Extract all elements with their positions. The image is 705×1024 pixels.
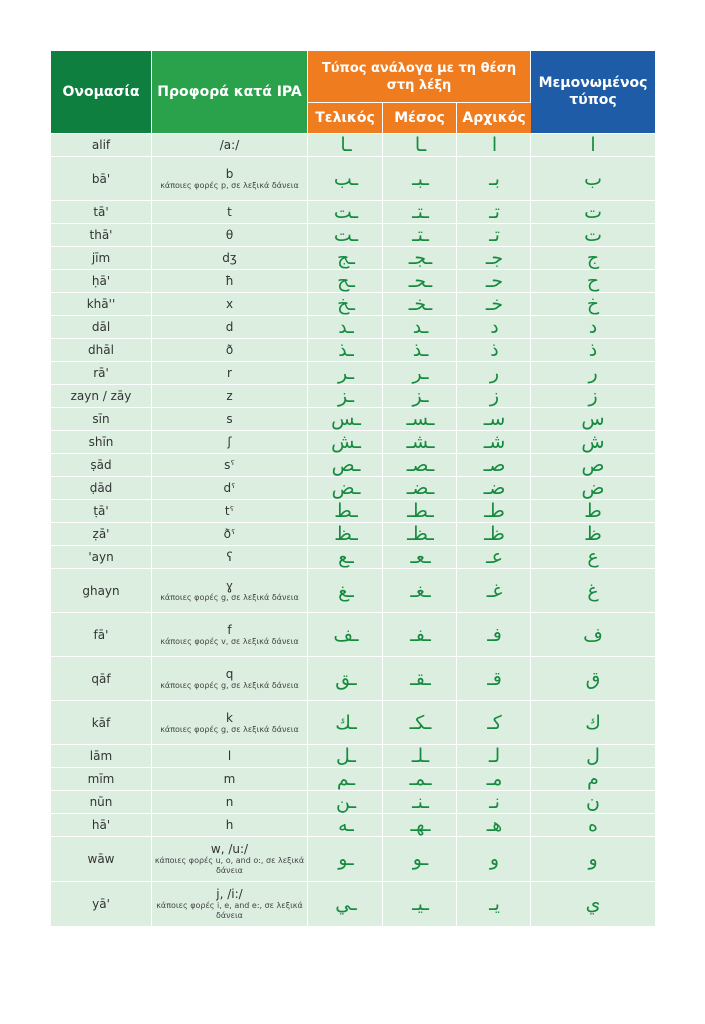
ipa-note: κάποιες φορές g, σε λεξικά δάνεια (160, 680, 299, 690)
letter-form-final: ـص (308, 454, 383, 477)
letter-form-medial: ـهـ (383, 814, 457, 837)
ipa-cell (152, 454, 308, 477)
letter-form-isolated: ض (531, 477, 655, 500)
letter-form-isolated: ب (531, 157, 655, 201)
ipa-cell (152, 745, 308, 768)
letter-form-isolated: س (531, 408, 655, 431)
letter-form-final: ـع (308, 546, 383, 569)
header-ipa: Προφορά κατά IPA (152, 51, 308, 134)
letter-form-isolated: ه (531, 814, 655, 837)
letter-form-initial: طـ (457, 500, 531, 523)
letter-form-medial: ـظـ (383, 523, 457, 546)
ipa-cell (152, 385, 308, 408)
table-row (51, 477, 655, 500)
ipa-value: /a:/ (219, 138, 240, 152)
table-row (51, 768, 655, 791)
letter-form-initial: تـ (457, 201, 531, 224)
table-row (51, 523, 655, 546)
ipa-value: ʃ (227, 435, 232, 449)
ipa-note: κάποιες φορές p, σε λεξικά δάνεια (160, 180, 299, 190)
table-row (51, 134, 655, 157)
letter-form-initial: هـ (457, 814, 531, 837)
letter-name: 'ayn (51, 546, 152, 569)
letter-form-medial: ـمـ (383, 768, 457, 791)
letter-form-isolated: ظ (531, 523, 655, 546)
ipa-cell (152, 408, 308, 431)
letter-form-initial: سـ (457, 408, 531, 431)
letter-form-initial: بـ (457, 157, 531, 201)
ipa-value: f (227, 622, 232, 637)
ipa-cell (152, 814, 308, 837)
header-medial: Μέσος (383, 103, 457, 134)
letter-form-initial: يـ (457, 882, 531, 927)
ipa-cell (152, 882, 308, 927)
ipa-cell (152, 569, 308, 613)
ipa-value: ɣ (225, 578, 234, 593)
table-row (51, 745, 655, 768)
letter-name: zayn / zāy (51, 385, 152, 408)
letter-form-final: ـط (308, 500, 383, 523)
letter-form-initial: قـ (457, 657, 531, 701)
letter-form-medial: ـيـ (383, 882, 457, 927)
letter-form-medial: ـسـ (383, 408, 457, 431)
letter-form-medial: ـغـ (383, 569, 457, 613)
ipa-cell (152, 701, 308, 745)
letter-form-final: ـف (308, 613, 383, 657)
header-isolated: Μεμονωμένος τύπος (531, 51, 655, 134)
ipa-value: tˤ (224, 504, 235, 518)
letter-form-initial: ز (457, 385, 531, 408)
ipa-value: dʒ (222, 251, 237, 265)
table-row (51, 882, 655, 927)
letter-form-isolated: ش (531, 431, 655, 454)
ipa-note: κάποιες φορές g, σε λεξικά δάνεια (160, 724, 299, 734)
letter-name: shīn (51, 431, 152, 454)
table-row (51, 224, 655, 247)
letter-form-final: ـت (308, 201, 383, 224)
ipa-value: sˤ (224, 458, 235, 472)
letter-form-medial: ـقـ (383, 657, 457, 701)
table-row (51, 701, 655, 745)
letter-form-final: ـض (308, 477, 383, 500)
table-row (51, 293, 655, 316)
table-row (51, 657, 655, 701)
header-initial: Αρχικός (457, 103, 531, 134)
letter-name: alif (51, 134, 152, 157)
ipa-value: b (225, 166, 234, 181)
letter-name: jīm (51, 247, 152, 270)
letter-form-final: ـه (308, 814, 383, 837)
ipa-value: t (227, 205, 232, 219)
letter-form-initial: جـ (457, 247, 531, 270)
letter-name: rā' (51, 362, 152, 385)
ipa-value: θ (225, 228, 234, 242)
header-positional-forms: Τύπος ανάλογα με τη θέση στη λέξη (308, 51, 531, 103)
letter-form-medial: ـلـ (383, 745, 457, 768)
table-row (51, 569, 655, 613)
table-row (51, 431, 655, 454)
letter-form-isolated: ا (531, 134, 655, 157)
letter-form-final: ـد (308, 316, 383, 339)
letter-form-final: ـو (308, 837, 383, 882)
letter-form-initial: شـ (457, 431, 531, 454)
ipa-value: j, /i:/ (216, 887, 243, 901)
table-row (51, 362, 655, 385)
letter-form-isolated: و (531, 837, 655, 882)
ipa-note: κάποιες φορές i, e, and e:, σε λεξικά δάνεια (156, 901, 303, 920)
letter-form-isolated: م (531, 768, 655, 791)
ipa-cell (152, 134, 308, 157)
letter-form-medial: ـتـ (383, 224, 457, 247)
letter-form-isolated: د (531, 316, 655, 339)
letter-form-final: ـج (308, 247, 383, 270)
letter-name: ḍād (51, 477, 152, 500)
table-row (51, 613, 655, 657)
table-row (51, 408, 655, 431)
table-body (51, 134, 655, 927)
table-row (51, 339, 655, 362)
letter-form-isolated: ن (531, 791, 655, 814)
ipa-value: k (226, 710, 233, 725)
letter-form-isolated: غ (531, 569, 655, 613)
letter-form-medial: ـذ (383, 339, 457, 362)
ipa-cell (152, 431, 308, 454)
letter-form-isolated: ق (531, 657, 655, 701)
letter-form-initial: مـ (457, 768, 531, 791)
letter-form-final: ـذ (308, 339, 383, 362)
ipa-cell (152, 546, 308, 569)
letter-name: wāw (51, 837, 152, 882)
letter-form-final: ـا (308, 134, 383, 157)
letter-name: kāf (51, 701, 152, 745)
letter-form-final: ـظ (308, 523, 383, 546)
ipa-cell (152, 477, 308, 500)
ipa-cell (152, 270, 308, 293)
letter-form-medial: ـبـ (383, 157, 457, 201)
ipa-cell (152, 613, 308, 657)
letter-form-initial: غـ (457, 569, 531, 613)
ipa-value: m (223, 772, 236, 786)
letter-form-final: ـت (308, 224, 383, 247)
ipa-value: l (227, 749, 232, 763)
table-row (51, 814, 655, 837)
ipa-cell (152, 247, 308, 270)
letter-name: dhāl (51, 339, 152, 362)
letter-form-isolated: ك (531, 701, 655, 745)
letter-form-isolated: ت (531, 224, 655, 247)
ipa-cell (152, 157, 308, 201)
ipa-note: κάποιες φορές v, σε λεξικά δάνεια (160, 636, 299, 646)
letter-form-medial: ـفـ (383, 613, 457, 657)
letter-form-final: ـر (308, 362, 383, 385)
table-row (51, 247, 655, 270)
letter-form-isolated: ذ (531, 339, 655, 362)
letter-form-initial: ا (457, 134, 531, 157)
letter-name: bā' (51, 157, 152, 201)
ipa-value: ħ (225, 274, 234, 288)
letter-form-final: ـش (308, 431, 383, 454)
table-row (51, 791, 655, 814)
table-row (51, 157, 655, 201)
letter-name: nūn (51, 791, 152, 814)
ipa-cell (152, 768, 308, 791)
letter-form-isolated: ت (531, 201, 655, 224)
ipa-cell (152, 316, 308, 339)
letter-form-final: ـن (308, 791, 383, 814)
ipa-value: h (225, 818, 234, 832)
letter-form-initial: كـ (457, 701, 531, 745)
table-row (51, 454, 655, 477)
table-row (51, 201, 655, 224)
letter-form-final: ـق (308, 657, 383, 701)
letter-form-final: ـخ (308, 293, 383, 316)
ipa-cell (152, 339, 308, 362)
letter-form-initial: لـ (457, 745, 531, 768)
letter-form-final: ـز (308, 385, 383, 408)
letter-form-medial: ـتـ (383, 201, 457, 224)
letter-name: thā' (51, 224, 152, 247)
table-row (51, 837, 655, 882)
letter-form-initial: و (457, 837, 531, 882)
letter-form-isolated: ر (531, 362, 655, 385)
letter-form-medial: ـكـ (383, 701, 457, 745)
ipa-cell (152, 362, 308, 385)
letter-form-isolated: خ (531, 293, 655, 316)
ipa-cell (152, 500, 308, 523)
ipa-value: s (226, 412, 233, 426)
table-row (51, 385, 655, 408)
ipa-cell (152, 293, 308, 316)
ipa-value: w, /u:/ (210, 842, 249, 856)
letter-name: ghayn (51, 569, 152, 613)
table-row (51, 316, 655, 339)
letter-form-initial: حـ (457, 270, 531, 293)
ipa-value: ðˤ (223, 527, 236, 541)
table-row (51, 270, 655, 293)
letter-form-medial: ـو (383, 837, 457, 882)
letter-form-final: ـم (308, 768, 383, 791)
letter-form-isolated: ط (531, 500, 655, 523)
ipa-cell (152, 523, 308, 546)
ipa-value: dˤ (223, 481, 236, 495)
letter-form-medial: ـجـ (383, 247, 457, 270)
letter-form-isolated: ز (531, 385, 655, 408)
table-row (51, 500, 655, 523)
letter-form-initial: تـ (457, 224, 531, 247)
letter-form-final: ـك (308, 701, 383, 745)
letter-name: khā'' (51, 293, 152, 316)
letter-form-medial: ـر (383, 362, 457, 385)
letter-name: fā' (51, 613, 152, 657)
table-header (51, 51, 655, 134)
ipa-note: κάποιες φορές g, σε λεξικά δάνεια (160, 592, 299, 602)
letter-form-isolated: ل (531, 745, 655, 768)
letter-form-isolated: ج (531, 247, 655, 270)
letter-name: lām (51, 745, 152, 768)
table-row (51, 546, 655, 569)
letter-form-final: ـل (308, 745, 383, 768)
letter-form-initial: فـ (457, 613, 531, 657)
ipa-note: κάποιες φορές u, o, and o:, σε λεξικά δάνεια (154, 856, 305, 875)
letter-name: dāl (51, 316, 152, 339)
ipa-value: x (225, 297, 234, 311)
letter-name: ḥā' (51, 270, 152, 293)
letter-form-medial: ـضـ (383, 477, 457, 500)
header-final: Τελικός (308, 103, 383, 134)
header-name: Ονομασία (51, 51, 152, 134)
letter-form-initial: ذ (457, 339, 531, 362)
letter-form-medial: ـا (383, 134, 457, 157)
letter-form-final: ـس (308, 408, 383, 431)
ipa-cell (152, 201, 308, 224)
letter-form-isolated: ف (531, 613, 655, 657)
letter-name: yā' (51, 882, 152, 927)
ipa-cell (152, 657, 308, 701)
ipa-cell (152, 791, 308, 814)
letter-form-isolated: ي (531, 882, 655, 927)
letter-form-initial: صـ (457, 454, 531, 477)
letter-form-initial: ضـ (457, 477, 531, 500)
ipa-value: r (227, 366, 232, 380)
letter-form-isolated: ع (531, 546, 655, 569)
letter-form-initial: ر (457, 362, 531, 385)
letter-name: ṭā' (51, 500, 152, 523)
letter-form-medial: ـخـ (383, 293, 457, 316)
letter-name: ṣād (51, 454, 152, 477)
ipa-cell (152, 837, 308, 882)
ipa-value: z (226, 389, 233, 403)
letter-form-medial: ـز (383, 385, 457, 408)
letter-name: ẓā' (51, 523, 152, 546)
letter-form-initial: عـ (457, 546, 531, 569)
letter-form-final: ـي (308, 882, 383, 927)
letter-form-initial: نـ (457, 791, 531, 814)
arabic-alphabet-table (51, 51, 655, 927)
letter-name: tā' (51, 201, 152, 224)
ipa-value: q (225, 666, 234, 681)
ipa-value: d (225, 320, 234, 334)
ipa-value: n (225, 795, 234, 809)
letter-name: mīm (51, 768, 152, 791)
letter-form-medial: ـصـ (383, 454, 457, 477)
letter-form-medial: ـطـ (383, 500, 457, 523)
letter-name: qāf (51, 657, 152, 701)
letter-form-final: ـب (308, 157, 383, 201)
letter-form-medial: ـشـ (383, 431, 457, 454)
letter-form-isolated: ح (531, 270, 655, 293)
letter-form-initial: خـ (457, 293, 531, 316)
letter-form-final: ـغ (308, 569, 383, 613)
letter-form-medial: ـعـ (383, 546, 457, 569)
letter-form-medial: ـحـ (383, 270, 457, 293)
letter-name: sīn (51, 408, 152, 431)
ipa-value: ʕ (226, 550, 233, 564)
letter-name: hā' (51, 814, 152, 837)
letter-form-initial: ظـ (457, 523, 531, 546)
letter-form-isolated: ص (531, 454, 655, 477)
letter-form-initial: د (457, 316, 531, 339)
letter-form-final: ـح (308, 270, 383, 293)
ipa-value: ð (225, 343, 234, 357)
letter-form-medial: ـد (383, 316, 457, 339)
letter-form-medial: ـنـ (383, 791, 457, 814)
ipa-cell (152, 224, 308, 247)
